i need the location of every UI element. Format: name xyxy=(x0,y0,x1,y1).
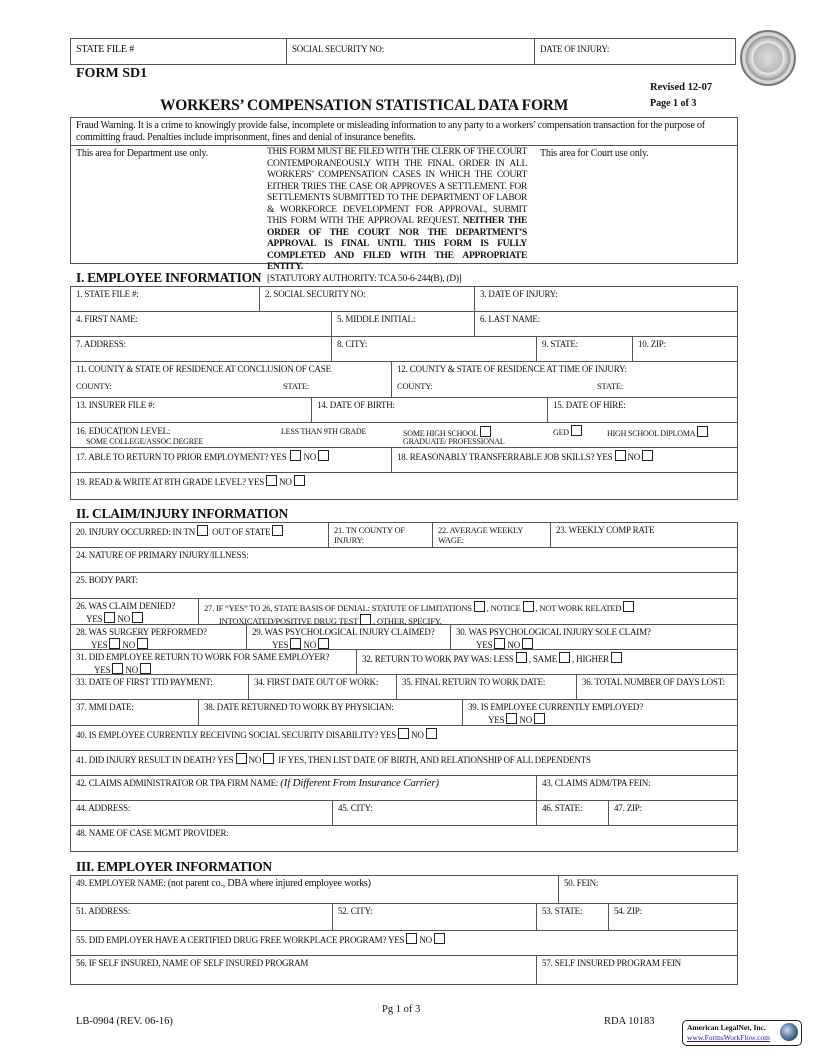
field-tpa-city[interactable]: 45. CITY: xyxy=(333,801,537,826)
yes-checkbox[interactable] xyxy=(236,753,247,764)
field-tpa-state[interactable]: 46. STATE: xyxy=(537,801,609,826)
field-employer-city[interactable]: 52. CITY: xyxy=(333,904,537,931)
no-checkbox[interactable] xyxy=(132,612,143,623)
field-ssd: 40. IS EMPLOYEE CURRENTLY RECEIVING SOCIAL SECURITY DISABILITY? YES NO xyxy=(71,726,737,751)
field-death: 41. DID INJURY RESULT IN DEATH? YES NO IF YES, THEN LIST DATE OF BIRTH, AND RELATIONSHIP OF ALL DEPENDENTS xyxy=(71,751,737,776)
field-ssn[interactable]: 2. SOCIAL SECURITY NO: xyxy=(260,287,475,312)
fraud-warning: Fraud Warning. It is a crime to knowingly provide false, incomplete or misleading information to any party to a workers’ compensation transaction for the purpose of committing fraud. Penalties include imprisonment, fines and denial of insurance benefits. xyxy=(71,118,737,146)
header-date-of-injury[interactable]: DATE OF INJURY: xyxy=(540,44,610,54)
court-use-area: This area for Court use only. xyxy=(540,148,649,159)
field-tpa-name[interactable]: 42. CLAIMS ADMINISTRATOR OR TPA FIRM NAME: (If Different From Insurance Carrier) xyxy=(71,776,537,801)
field-nature-of-injury[interactable]: 24. NATURE OF PRIMARY INJURY/ILLNESS: xyxy=(71,548,737,573)
footer-page: Pg 1 of 3 xyxy=(382,1004,421,1015)
no-checkbox[interactable] xyxy=(318,638,329,649)
no-checkbox[interactable] xyxy=(426,728,437,739)
field-final-return[interactable]: 35. FINAL RETURN TO WORK DATE: xyxy=(397,675,577,700)
yes-checkbox[interactable] xyxy=(104,612,115,623)
field-employer-zip[interactable]: 54. ZIP: xyxy=(609,904,737,931)
state-label: STATE: xyxy=(597,381,623,391)
no-checkbox[interactable] xyxy=(140,663,151,674)
field-return-same-employer: 31. DID EMPLOYEE RETURN TO WORK FOR SAME EMPLOYER? YES NO xyxy=(71,650,357,675)
yes-checkbox[interactable] xyxy=(112,663,123,674)
not-work-related-checkbox[interactable] xyxy=(623,601,634,612)
no-checkbox[interactable] xyxy=(263,753,274,764)
badge-company: American LegalNet, Inc. xyxy=(687,1023,766,1032)
field-tn-county[interactable]: 21. TN COUNTY OF INJURY: xyxy=(329,523,433,548)
no-checkbox[interactable] xyxy=(522,638,533,649)
field-state-file[interactable]: 1. STATE FILE #: xyxy=(71,287,260,312)
field-able-to-return: 17. ABLE TO RETURN TO PRIOR EMPLOYMENT? YES NO xyxy=(71,448,392,473)
header-box xyxy=(70,38,736,65)
header-state-file[interactable]: STATE FILE # xyxy=(71,39,287,64)
field-date-of-hire[interactable]: 15. DATE OF HIRE: xyxy=(548,398,737,423)
field-psych-claimed: 29. WAS PSYCHOLOGICAL INJURY CLAIMED? YES NO xyxy=(247,625,451,650)
in-tn-checkbox[interactable] xyxy=(197,525,208,536)
no-checkbox[interactable] xyxy=(642,450,653,461)
field-self-insured-fein[interactable]: 57. SELF INSURED PROGRAM FEIN xyxy=(542,958,681,968)
option-hs-diploma[interactable]: HIGH SCHOOL DIPLOMA xyxy=(607,426,710,439)
header-ssn[interactable]: SOCIAL SECURITY NO: xyxy=(287,39,535,64)
field-days-lost[interactable]: 36. TOTAL NUMBER OF DAYS LOST: xyxy=(577,675,737,700)
option-some-college[interactable]: SOME COLLEGE/ASSOC DEGREE xyxy=(86,437,204,446)
form-title: WORKERS’ COMPENSATION STATISTICAL DATA FORM xyxy=(160,97,569,114)
no-checkbox[interactable] xyxy=(534,713,545,724)
higher-checkbox[interactable] xyxy=(611,652,622,663)
field-city[interactable]: 8. CITY: xyxy=(332,337,537,362)
county-label: COUNTY: xyxy=(76,381,112,391)
field-employer-address[interactable]: 51. ADDRESS: xyxy=(71,904,333,931)
field-avg-weekly-wage[interactable]: 22. AVERAGE WEEKLY WAGE: xyxy=(433,523,551,548)
page-info: Page 1 of 3 xyxy=(650,98,697,109)
drug-test-checkbox[interactable] xyxy=(360,614,371,625)
field-claim-denied: 26. WAS CLAIM DENIED? YES NO xyxy=(71,599,199,625)
field-read-write: 19. READ & WRITE AT 8TH GRADE LEVEL? YES NO xyxy=(71,473,737,499)
section-employee-heading: I. EMPLOYEE INFORMATION xyxy=(76,270,262,285)
field-employer-state[interactable]: 53. STATE: xyxy=(537,904,609,931)
field-return-pay: 32. RETURN TO WORK PAY WAS: LESS , SAME , HIGHER xyxy=(357,650,737,675)
filing-notice: THIS FORM MUST BE FILED WITH THE CLERK OF THE COURT CONTEMPORANEOUSLY WITH THE FINAL ORDER IN ALL WORKERS’ COMPENSATION CASES IN WHICH THE COURT EITHER TRIES THE CASE OR APPROVES A SETTLEMENT. FOR SETTLEMENTS SUBMITTED TO THE DEPARTMENT OF LABOR & WORKFORCE DEVELOPMENT FOR APPROVAL, SUBMIT THIS FORM WITH THE APPROVAL REQUEST. NEITHER THE ORDER OF THE COURT NOR THE DEPARTMENT’S APPROVAL IS FINAL UNTIL THIS FORM IS FULLY COMPLETED AND FILED WITH THE APPROPRIATE ENTITY. [STATUTORY AUTHORITY: TCA 50-6-244(B), (D)] xyxy=(267,147,527,284)
field-currently-employed: 39. IS EMPLOYEE CURRENTLY EMPLOYED? YES NO xyxy=(463,700,737,726)
employer-table xyxy=(70,875,738,985)
field-first-date-out[interactable]: 34. FIRST DATE OUT OF WORK: xyxy=(249,675,397,700)
checkbox[interactable] xyxy=(697,426,708,437)
yes-checkbox[interactable] xyxy=(290,450,301,461)
yes-checkbox[interactable] xyxy=(398,728,409,739)
field-denial-basis: 27. IF “YES” TO 26, STATE BASIS OF DENIAL: STATUTE OF LIMITATIONS , NOTICE , NOT WORK RELATED INTOXICATED/POSITIVE DRUG TEST , OTHER, SPECIFY. xyxy=(199,599,737,625)
less-checkbox[interactable] xyxy=(516,652,527,663)
field-first-ttd[interactable]: 33. DATE OF FIRST TTD PAYMENT: xyxy=(71,675,249,700)
yes-checkbox[interactable] xyxy=(494,638,505,649)
field-11-label: 11. COUNTY & STATE OF RESIDENCE AT CONCLUSION OF CASE xyxy=(76,364,331,374)
field-self-insured-name[interactable]: 56. IF SELF INSURED, NAME OF SELF INSURED PROGRAM xyxy=(71,956,537,984)
dept-use-area: This area for Department use only. xyxy=(76,148,208,159)
globe-icon xyxy=(780,1023,798,1041)
option-less-than-9th[interactable]: LESS THAN 9TH GRADE xyxy=(281,427,367,436)
footer-form-code: LB-0904 (REV. 06-16) xyxy=(76,1016,173,1027)
education-label: 16. EDUCATION LEVEL: xyxy=(76,426,171,436)
field-psych-sole: 30. WAS PSYCHOLOGICAL INJURY SOLE CLAIM? YES NO xyxy=(451,625,737,650)
same-checkbox[interactable] xyxy=(559,652,570,663)
no-checkbox[interactable] xyxy=(318,450,329,461)
no-checkbox[interactable] xyxy=(137,638,148,649)
employee-table xyxy=(70,286,738,500)
field-residence-conclusion[interactable] xyxy=(71,362,392,398)
field-body-part[interactable]: 25. BODY PART: xyxy=(71,573,737,599)
claim-table xyxy=(70,522,738,852)
section-employer-heading: III. EMPLOYER INFORMATION xyxy=(76,859,272,874)
out-of-state-checkbox[interactable] xyxy=(272,525,283,536)
field-date-of-injury[interactable]: 3. DATE OF INJURY: xyxy=(475,287,737,312)
yes-checkbox[interactable] xyxy=(266,475,277,486)
no-checkbox[interactable] xyxy=(434,933,445,944)
no-checkbox[interactable] xyxy=(294,475,305,486)
option-some-high-school[interactable]: SOME HIGH SCHOOL xyxy=(403,426,493,439)
checkbox[interactable] xyxy=(571,425,582,436)
field-first-name[interactable]: 4. FIRST NAME: xyxy=(71,312,332,337)
field-address[interactable]: 7. ADDRESS: xyxy=(71,337,332,362)
field-tpa-address[interactable]: 44. ADDRESS: xyxy=(71,801,333,826)
field-last-name[interactable]: 6. LAST NAME: xyxy=(475,312,737,337)
state-label: STATE: xyxy=(283,381,309,391)
field-date-of-birth[interactable]: 14. DATE OF BIRTH: xyxy=(312,398,548,423)
yes-checkbox[interactable] xyxy=(290,638,301,649)
yes-checkbox[interactable] xyxy=(406,933,417,944)
field-tpa-zip[interactable]: 47. ZIP: xyxy=(609,801,737,826)
field-middle-initial[interactable]: 5. MIDDLE INITIAL: xyxy=(332,312,475,337)
notice-checkbox[interactable] xyxy=(523,601,534,612)
revised-label: Revised 12-07 xyxy=(650,82,713,93)
section-claim-heading: II. CLAIM/INJURY INFORMATION xyxy=(76,506,289,521)
footer-rda: RDA 10183 xyxy=(604,1016,655,1027)
field-insurer-file[interactable]: 13. INSURER FILE #: xyxy=(71,398,312,423)
yes-checkbox[interactable] xyxy=(615,450,626,461)
yes-checkbox[interactable] xyxy=(506,713,517,724)
field-case-mgmt-provider[interactable]: 48. NAME OF CASE MGMT PROVIDER: xyxy=(76,828,229,838)
field-weekly-comp-rate[interactable]: 23. WEEKLY COMP RATE xyxy=(551,523,737,548)
field-state[interactable]: 9. STATE: xyxy=(537,337,633,362)
field-injury-location: 20. INJURY OCCURRED: IN TN OUT OF STATE xyxy=(71,523,329,548)
field-education-level xyxy=(71,423,737,448)
state-seal-icon xyxy=(740,30,796,86)
statute-checkbox[interactable] xyxy=(474,601,485,612)
badge-url[interactable]: www.FormsWorkFlow.com xyxy=(687,1033,771,1042)
field-mmi-date[interactable]: 37. MMI DATE: xyxy=(71,700,199,726)
field-surgery: 28. WAS SURGERY PERFORMED? YES NO xyxy=(71,625,247,650)
option-ged[interactable]: GED xyxy=(553,425,584,438)
field-zip[interactable]: 10. ZIP: xyxy=(633,337,737,362)
field-12-label: 12. COUNTY & STATE OF RESIDENCE AT TIME OF INJURY: xyxy=(397,364,627,374)
legalnet-badge[interactable] xyxy=(682,1020,802,1046)
field-tpa-fein[interactable]: 43. CLAIMS ADM/TPA FEIN: xyxy=(537,776,737,801)
field-date-returned-physician[interactable]: 38. DATE RETURNED TO WORK BY PHYSICIAN: xyxy=(199,700,463,726)
option-graduate[interactable]: GRADUATE/ PROFESSIONAL xyxy=(403,437,505,446)
field-employer-fein[interactable]: 50. FEIN: xyxy=(559,876,737,904)
field-employer-name[interactable]: 49. EMPLOYER NAME: (not parent co., DBA where injured employee works) xyxy=(71,876,559,904)
field-transferrable-skills: 18. REASONABLY TRANSFERRABLE JOB SKILLS? YES NO xyxy=(392,448,737,473)
county-label: COUNTY: xyxy=(397,381,433,391)
yes-checkbox[interactable] xyxy=(109,638,120,649)
field-residence-injury[interactable] xyxy=(392,362,737,398)
form-id: FORM SD1 xyxy=(76,66,148,81)
field-drug-free-program: 55. DID EMPLOYER HAVE A CERTIFIED DRUG FREE WORKPLACE PROGRAM? YES NO xyxy=(71,931,737,956)
